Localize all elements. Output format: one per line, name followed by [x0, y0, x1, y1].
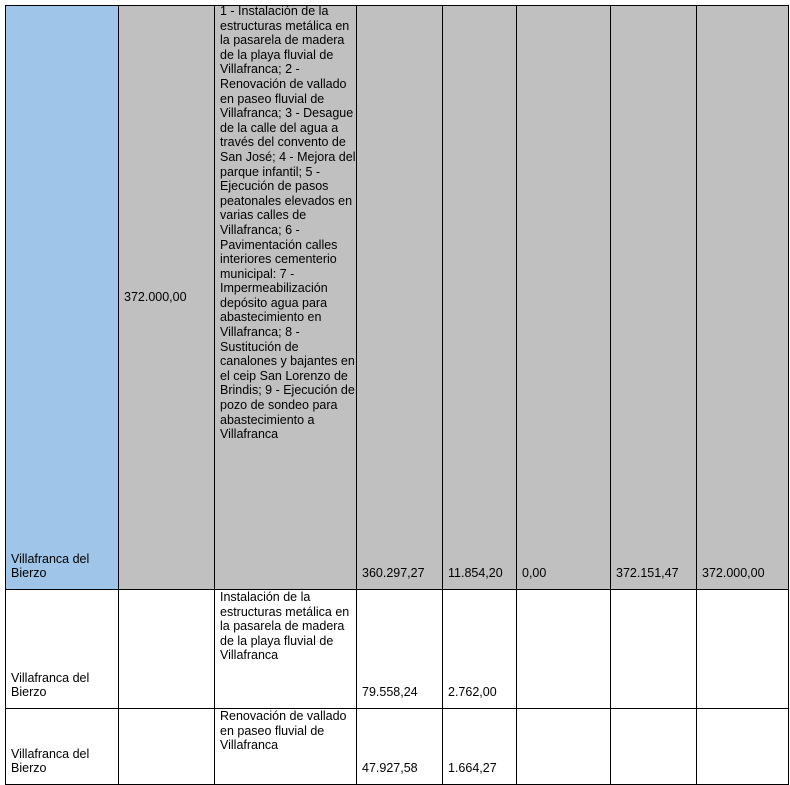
value-cell-8: [697, 590, 789, 709]
value-text-8: 372.000,00: [702, 566, 765, 581]
value-text-4: 360.297,27: [362, 566, 425, 581]
investment-table: [5, 5, 789, 785]
value-text-5: 2.762,00: [448, 685, 497, 700]
municipality-cell: [6, 6, 119, 590]
value-cell-8: [697, 709, 789, 785]
municipality-text: Villafranca del Bierzo: [11, 746, 90, 776]
value-cell-6: [517, 590, 611, 709]
description-cell: [215, 590, 357, 709]
table-row: [6, 6, 789, 590]
municipality-cell: [6, 709, 119, 785]
municipality-text: Villafranca del Bierzo: [11, 551, 90, 581]
description-cell: [215, 6, 357, 590]
value-cell-5: [443, 6, 517, 590]
description-text: Renovación de vallado en paseo fluvial de Villafranca: [220, 709, 347, 753]
amount-text: 372.000,00: [124, 290, 187, 305]
amount-cell: [119, 709, 215, 785]
value-text-5: 1.664,27: [448, 761, 497, 776]
table-row: [6, 709, 789, 785]
value-cell-5: [443, 709, 517, 785]
amount-cell: [119, 6, 215, 590]
value-cell-4: [357, 709, 443, 785]
table-row: [6, 590, 789, 709]
description-text: Instalación de la estructuras metálica en la pasarela de madera de la playa fluvial de Villafranca: [220, 590, 350, 663]
value-cell-8: [697, 6, 789, 590]
value-text-4: 79.558,24: [362, 685, 418, 700]
value-text-5: 11.854,20: [448, 566, 503, 581]
amount-cell: [119, 590, 215, 709]
value-cell-7: [611, 590, 697, 709]
description-cell: [215, 709, 357, 785]
value-cell-6: [517, 709, 611, 785]
value-cell-7: [611, 709, 697, 785]
value-cell-6: [517, 6, 611, 590]
municipality-cell: [6, 590, 119, 709]
description-text: 1 - Instalación de la estructuras metálica en la pasarela de madera de la playa fluvial de Villafranca; 2 - Renovación de vallado en paseo fluvial de Villafranca; 3 - Desague de la calle del agua a través del convento de San José; 4 - Mejora del parque infantil; 5 - Ejecución de pasos peatonales elevados en varias calles de Villafranca; 6 - Pavimentación calles interiores cementerio municipal: 7 - Impermeabilización depósito agua para abastecimiento en Villafranca; 8 - Sustitución de canalones y bajantes en el ceip San Lorenzo de Brindis; 9 - Ejecución de pozo de sondeo para abastecimiento a Villafranca: [220, 5, 356, 442]
municipality-text: Villafranca del Bierzo: [11, 670, 90, 700]
value-text-6: 0,00: [522, 566, 547, 581]
value-cell-4: [357, 6, 443, 590]
value-cell-7: [611, 6, 697, 590]
value-text-7: 372.151,47: [616, 566, 679, 581]
value-cell-4: [357, 590, 443, 709]
value-cell-5: [443, 590, 517, 709]
value-text-4: 47.927,58: [362, 761, 418, 776]
